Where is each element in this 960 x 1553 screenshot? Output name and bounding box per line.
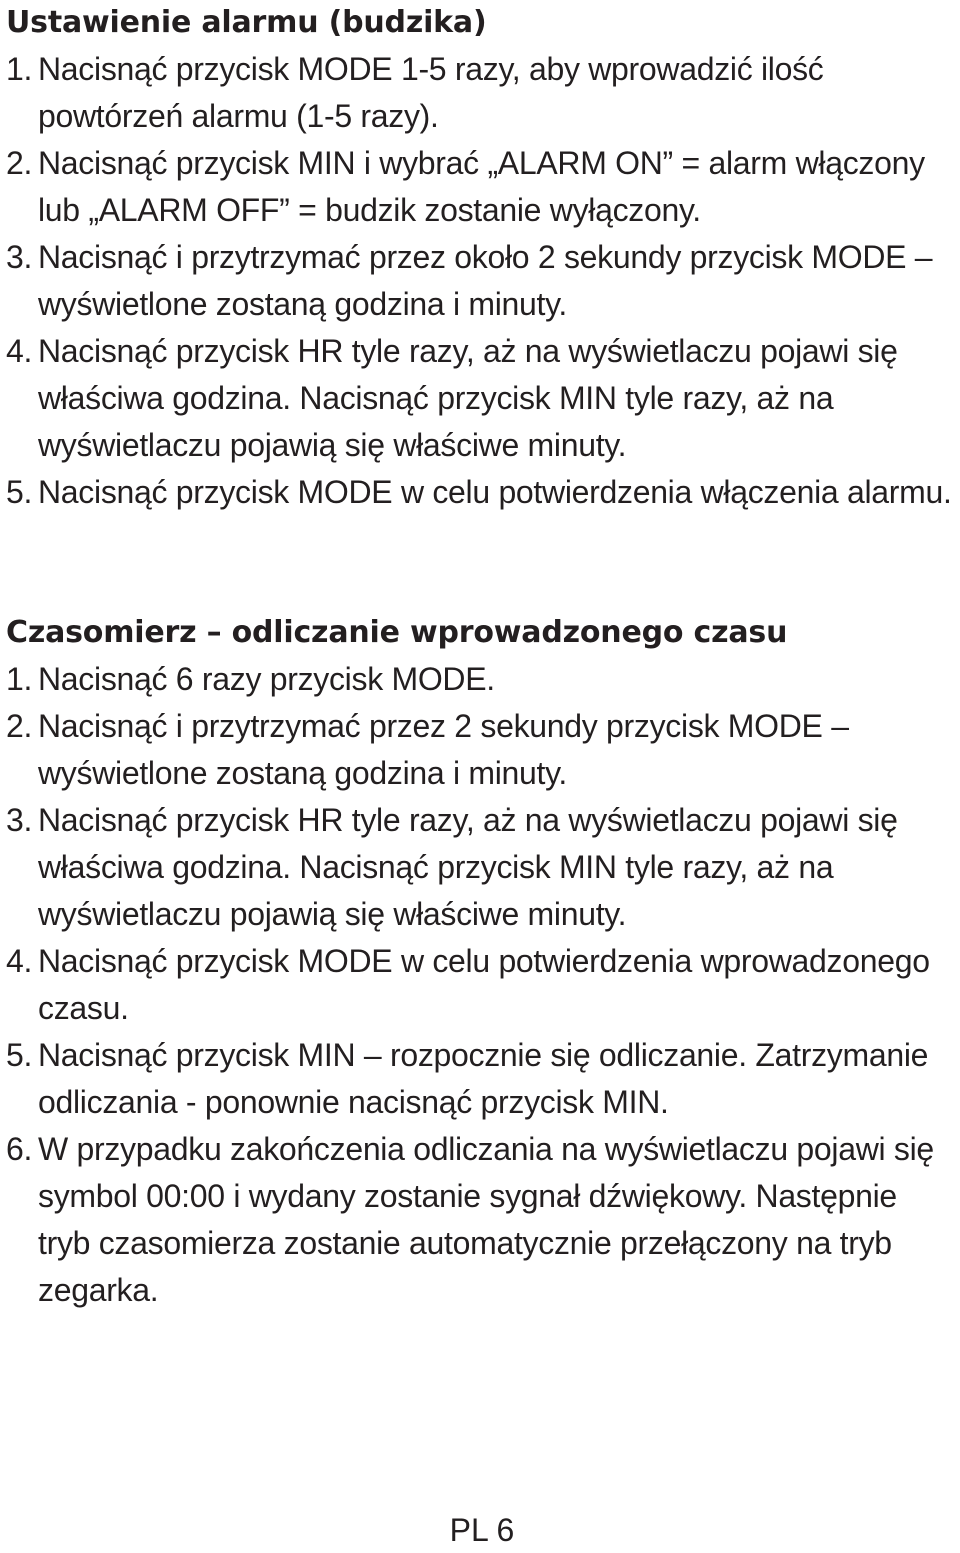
step-text: Nacisnąć przycisk MIN i wybrać „ALARM ON” = alarm włączony lub „ALARM OFF” = budzik zostanie wyłączony. <box>38 145 925 228</box>
step-number: 4. <box>6 333 33 369</box>
alarm-section-title: Ustawienie alarmu (budzika) <box>6 5 487 40</box>
timer-step-6 <box>6 1126 956 1314</box>
step-number: 2. <box>6 708 33 744</box>
alarm-setup-section <box>6 0 956 516</box>
step-number: 3. <box>6 802 33 838</box>
alarm-step-2 <box>6 140 956 234</box>
step-number: 5. <box>6 1037 33 1073</box>
step-text: Nacisnąć przycisk MIN – rozpocznie się odliczanie. Zatrzymanie odliczania - ponownie nacisnąć przycisk MIN. <box>38 1037 929 1120</box>
step-text: Nacisnąć przycisk MODE w celu potwierdzenia włączenia alarmu. <box>38 474 952 510</box>
countdown-timer-section <box>6 610 956 1314</box>
step-number: 4. <box>6 943 33 979</box>
page-number: PL 6 <box>449 1512 515 1548</box>
timer-step-3 <box>6 797 956 938</box>
step-number: 6. <box>6 1131 33 1167</box>
step-number: 2. <box>6 145 33 181</box>
timer-step-4 <box>6 938 956 1032</box>
timer-steps-list <box>6 656 956 1314</box>
timer-step-1 <box>6 656 956 703</box>
step-number: 3. <box>6 239 33 275</box>
step-text: Nacisnąć 6 razy przycisk MODE. <box>38 661 495 697</box>
step-text: Nacisnąć przycisk MODE 1-5 razy, aby wprowadzić ilość powtórzeń alarmu (1-5 razy). <box>38 51 824 134</box>
step-number: 1. <box>6 51 33 87</box>
step-text: Nacisnąć przycisk MODE w celu potwierdzenia wprowadzonego czasu. <box>38 943 930 1026</box>
step-text: Nacisnąć i przytrzymać przez 2 sekundy przycisk MODE – wyświetlone zostaną godzina i minuty. <box>38 708 849 791</box>
timer-section-title: Czasomierz – odliczanie wprowadzonego czasu <box>6 615 788 650</box>
step-number: 5. <box>6 474 33 510</box>
alarm-step-5 <box>6 469 956 516</box>
step-text: W przypadku zakończenia odliczania na wyświetlaczu pojawi się symbol 00:00 i wydany zostanie sygnał dźwiękowy. Następnie tryb czasomierza zostanie automatycznie przełączony na tryb zegarka. <box>38 1131 934 1308</box>
alarm-step-3 <box>6 234 956 328</box>
step-text: Nacisnąć przycisk HR tyle razy, aż na wyświetlaczu pojawi się właściwa godzina. Nacisnąć przycisk MIN tyle razy, aż na wyświetlaczu pojawią się właściwe minuty. <box>38 802 898 932</box>
alarm-steps-list <box>6 46 956 516</box>
timer-step-5 <box>6 1032 956 1126</box>
alarm-step-4 <box>6 328 956 469</box>
timer-step-2 <box>6 703 956 797</box>
alarm-step-1 <box>6 46 956 140</box>
step-number: 1. <box>6 661 33 697</box>
step-text: Nacisnąć przycisk HR tyle razy, aż na wyświetlaczu pojawi się właściwa godzina. Nacisnąć przycisk MIN tyle razy, aż na wyświetlaczu pojawią się właściwe minuty. <box>38 333 898 463</box>
step-text: Nacisnąć i przytrzymać przez około 2 sekundy przycisk MODE – wyświetlone zostaną godzina i minuty. <box>38 239 933 322</box>
